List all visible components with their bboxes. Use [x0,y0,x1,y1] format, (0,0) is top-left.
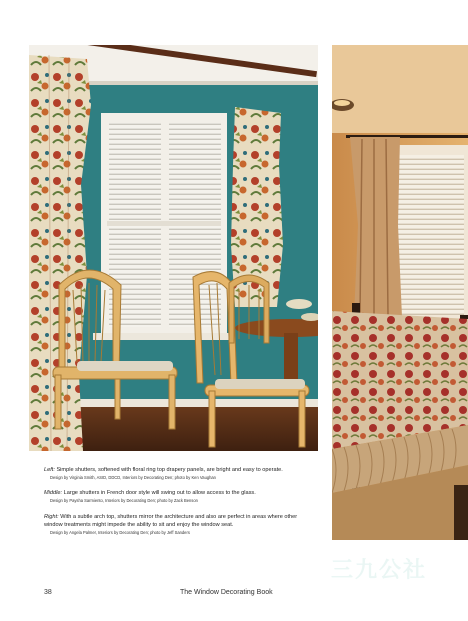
caption-credit: Design by Angela Palmer, Interiors by Decorating Den; photo by Jeff Sanders [50,529,190,535]
caption-middle [44,489,314,503]
caption-label: Middle: [44,490,63,497]
photo-captions [44,466,314,545]
caption-text: Large shutters in French door style will swing out to allow access to the glass. [63,490,256,497]
watermark: 三九公社 [331,558,428,583]
caption-left [44,466,314,480]
dining-room-photo [29,45,318,451]
caption-label: Left: [44,467,55,473]
caption-text: With a subtle arch top, shutters mirror the architecture and also are perfect in areas where other window treatments might impede the ability to sit and enjoy the window seat. [44,513,298,529]
caption-credit: Design by Virginia Smith, ASID, DDCD, Interiors by Decorating Den; photo by Ken Vaughan [50,474,216,480]
caption-text: Simple shutters, softened with floral ring top drapery panels, are bright and easy to operate. [56,467,283,473]
caption-label: Right: [44,513,59,520]
book-title: The Window Decorating Book [180,589,273,596]
caption-credit: Design by Paysha Sarmiento, Interiors by Decorating Den; photo by Zack Benson [50,497,198,503]
page-number: 38 [44,589,52,596]
caption-right [44,513,314,536]
bedroom-photo [332,45,468,540]
